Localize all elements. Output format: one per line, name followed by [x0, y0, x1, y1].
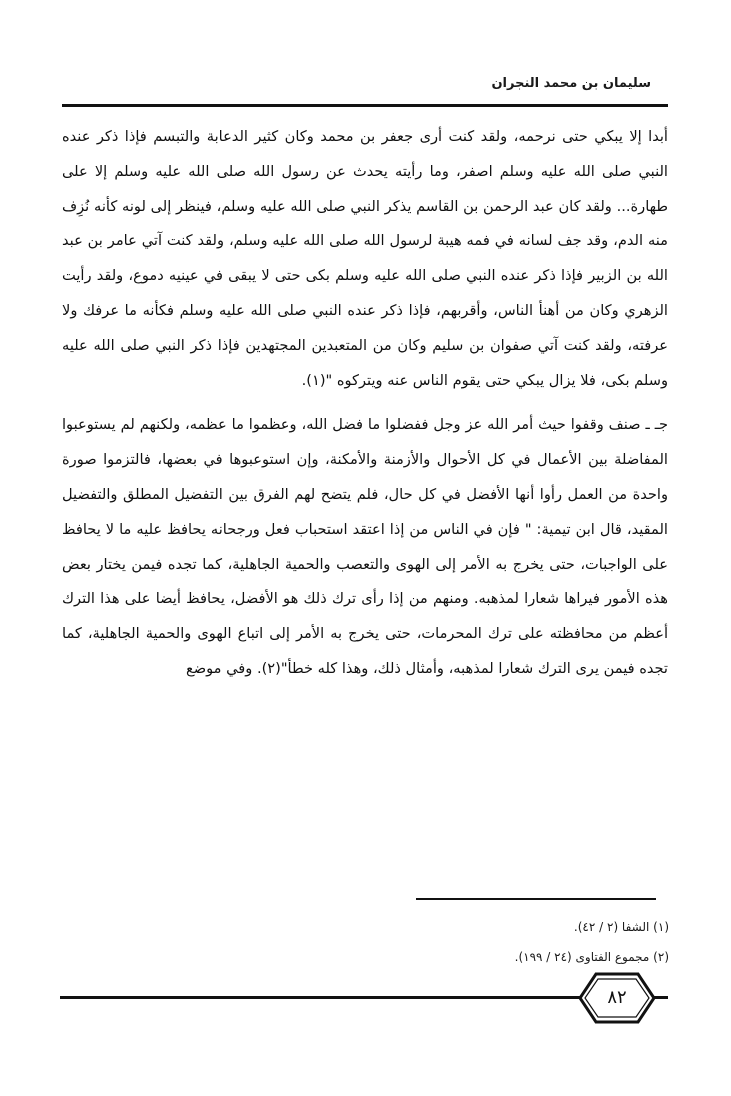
footer-rule-left — [60, 996, 582, 999]
page-number-badge — [578, 970, 656, 1026]
page-number: ٨٢ — [607, 987, 627, 1008]
running-header-author: سليمان بن محمد النجران — [491, 76, 651, 91]
footnote-divider — [416, 898, 656, 900]
header-divider — [62, 104, 668, 107]
footnote-2: (٢) مجموع الفتاوى (٢٤ / ١٩٩). — [514, 950, 669, 964]
body-paragraph: جـ ـ صنف وقفوا حيث أمر الله عز وجل ففضلوا ما فضل الله، وعظموا ما عظمه، ولكنهم لم يستوعبوا المفاضلة بين الأعمال في كل الأحوال والأزمنة والأمكنة، وإن استوعبوها في بعضها، فالتزموا صورة واحدة من العمل رأوا أنها الأفضل في كل حال، فلم يتضح لهم الفرق بين التفضيل المطلق والتفضيل المقيد، قال ابن تيمية: " فإن في الناس من إذا اعتقد استحباب فعل ورجحانه يحافظ عليه ما لا يحافظ على الواجبات، حتى يخرج به الأمر إلى الهوى والتعصب والحمية الجاهلية، كما تجده فيمن يختار بعض هذه الأمور فيراها شعارا لمذهبه. ومنهم من إذا رأى ترك ذلك هو الأفضل، يحافظ أيضا على هذا الترك أعظم من محافظته على ترك المحرمات، حتى يخرج به الأمر إلى اتباع الهوى والحمية الجاهلية، كما تجده فيمن يرى الترك شعارا لمذهبه، وأمثال ذلك، وهذا كله خطأ"(٢). وفي موضع — [62, 416, 668, 677]
body-paragraph: أبدا إلا يبكي حتى نرحمه، ولقد كنت أرى جعفر بن محمد وكان كثير الدعابة والتبسم فإذا ذكر عنده النبي صلى الله عليه وسلم اصفر، وما رأيته يحدث عن رسول الله صلى الله عليه وسلم إلا على طهارة... ولقد كان عبد الرحمن بن القاسم يذكر النبي صلى الله عليه وسلم، فينظر إلى لونه كأنه نُزِف منه الدم، وقد جف لسانه في فمه هيبة لرسول الله صلى الله عليه وسلم، ولقد كنت آتي عامر بن عبد الله بن الزبير فإذا ذكر عنده النبي صلى الله عليه وسلم بكى حتى لا يبقى في عينيه دموع، ولقد رأيت الزهري وكان من أهنأ الناس، وأقربهم، فإذا ذكر عنده النبي صلى الله عليه وسلم فكأنه ما عرفك ولا عرفته، ولقد كنت آتي صفوان بن سليم وكان من المتعبدين المجتهدين فإذا ذكر النبي صلى الله عليه وسلم بكى، فلا يزال يبكي حتى يقوم الناس عنه ويتركوه "(١). — [62, 128, 668, 389]
main-text — [62, 120, 668, 687]
footnotes — [149, 912, 669, 972]
footnote-1: (١) الشفا (٢ / ٤٢). — [573, 920, 669, 934]
